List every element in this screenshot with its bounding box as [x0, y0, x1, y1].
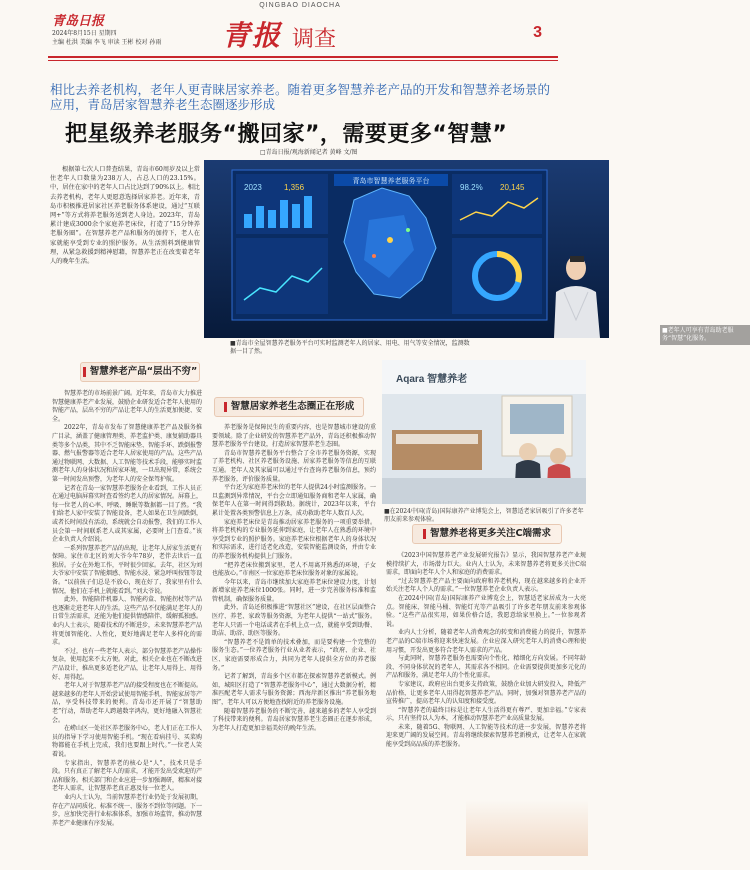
paragraph: 智慧养老的市场前景广阔。近年来，青岛市大力推进智慧健康养老产业发展，鼓励企业研发适合老年人使用的智能产品，层出不穷的产品让老年人的生活更加便捷、安全。: [52, 390, 203, 423]
paragraph: 今年以来，青岛市继续加大家庭养老床位建设力度，计划新增家庭养老床位1000张。同时，进一步完善服务标准和监管机制，确保服务质量。: [212, 578, 376, 603]
screen-stat: 20,145: [500, 183, 525, 192]
paragraph: 此外，智能陪伴机器人、智能药盒、智能拐杖等产品也逐渐走进老年人的生活。这些产品不仅能满足老年人的日常生活需求，还能为他们提供情感陪伴，缓解孤独感。业内人士表示，随着技术的不断进步，未来智慧养老产品将更加智能化、人性化，更好地满足老年人多样化的需求。: [52, 596, 203, 647]
paragraph: “智慧养老不是简单的技术叠加，而是要构建一个完整的服务生态。”一位养老服务行业从业者表示，“政府、企业、社区、家庭需要形成合力，共同为老年人提供全方位的养老服务。”: [212, 638, 376, 672]
main-photo-illustration: [204, 160, 609, 338]
staff-line: 主编 杜洪 美编 李飞 审读 王彬 校对 孙雨: [52, 39, 162, 46]
paragraph: 养老服务是保障民生的重要内容，也是智慧城市建设的重要领域。除了企业研发的智慧养老产品外，青岛还积极推动智慧养老服务平台建设，打造居家智慧养老生态圈。: [212, 424, 376, 449]
main-photo-caption-bottom: ■青岛市全屋智慧养老服务平台可实时监测老年人的居家、用电、用气等安全情况，监测数据一目了然。: [230, 340, 470, 355]
paragraph: 业内人士认为，当前智慧养老行业仍处于发展初期，存在产品同质化、标准不统一、服务不到位等问题。下一步，应加快完善行业标准体系，加强市场监管，推动智慧养老产业健康有序发展。: [52, 793, 203, 827]
expo-photo-illustration: [382, 360, 586, 504]
footer-decoration: [466, 800, 588, 856]
paragraph: 平台还为家庭养老床位的老年人提供24小时监测服务。一旦监测到异常情况，平台会立即通知服务商和老年人家属，确保老年人在第一时间得到救助。据统计，2023年以来，平台累计处置各类预警信息上万条，成功救助老年人数百人次。: [212, 484, 376, 517]
paragraph: 业内人士分析，随着老年人消费观念的转变和消费能力的提升，智慧养老产品的C端市场将迎来快速发展。企业应深入研究老年人的消费心理和使用习惯，开发出更多符合老年人需求的产品。: [386, 629, 586, 654]
section-head-text: 智慧居家养老生态圈正在形成: [230, 401, 355, 412]
section-head-products: [80, 362, 200, 382]
paragraph: 一系列智慧养老产品的出现，让老年人居家生活更有保障。家住市北区的刘大爷今年78岁，老伴去世后一直独居。子女在外地工作，平时很少回家。去年，社区为刘大爷家中安装了智能烟感、智能水浸、紧急呼叫按钮等设备。“以前孩子们总是不放心，现在好了，我家里有什么情况，他们在手机上就能看到。”刘大爷说。: [52, 544, 203, 595]
paragraph: 专家指出，智慧养老的核心是“人”，技术只是手段。只有真正了解老年人的需求，才能开发出受欢迎的产品和服务。相关部门和企业应进一步加强调研，精准对接老年人需求，让智慧养老真正惠及每一位老人。: [52, 759, 203, 793]
article-column-2: [212, 424, 376, 860]
section-head-text: 智慧养老将更多关注C端需求: [430, 528, 551, 539]
issue-date: 2024年8月15日 星期四: [52, 30, 117, 37]
paragraph: 与此同时，智慧养老服务也需要向个性化、精细化方向发展。不同年龄段、不同身体状况的老年人，其需求各不相同。企业需要提供更加多元化的产品和服务，满足老年人的个性化需求。: [386, 655, 586, 680]
article-byline: □青岛日报/观海新闻记者 黄峰 文/图: [260, 149, 358, 156]
main-photo-caption: ■老年人可享有青岛助老服务“智慧”化服务。: [660, 325, 750, 345]
paragraph: “把养老床位搬到家里，老人不用离开熟悉的环境，子女也能放心。”市南区一位家庭养老床位服务对象的家属说。: [212, 561, 376, 578]
section-logo: 青报: [222, 19, 283, 52]
section-marker: [224, 402, 227, 412]
paragraph: 青岛市智慧养老服务平台整合了全市养老服务资源，实现了养老机构、社区养老服务设施、居家养老服务等信息的互联互通。老年人及其家属可以通过平台查询养老服务信息，预约养老服务，评价服务质量。: [212, 449, 376, 483]
section-head-ecosystem: [214, 397, 364, 417]
masthead-rule-thin: [48, 60, 558, 61]
newspaper-logo: 青岛日报: [52, 14, 105, 29]
screen-title: 青岛市智慧养老服务平台: [352, 177, 430, 185]
paragraph: 记者了解到，青岛多个区市都在探索智慧养老新模式。例如，城阳区打造了“智慧养老服务中心”，通过大数据分析，精准匹配老年人需求与服务资源；西海岸新区推出“养老服务地图”，老年人可以方便地查找附近的养老服务设施。: [212, 673, 376, 706]
paragraph: 在2024中国(青岛)国际康养产业博览会上，智慧适老家居成为一大亮点。智能床、智能马桶、智能灯光等产品吸引了许多老年朋友前来参观体验。“这些产品很实用，如果价格合适，我愿意给家里换上。”一位参观者说。: [386, 594, 586, 628]
page-number: 3: [533, 24, 542, 41]
masthead-pinyin: QINGBAO DIAOCHA: [259, 2, 341, 9]
section-marker: [83, 367, 86, 377]
article-subtitle: 相比去养老机构，老年人更青睐居家养老。随着更多智慧养老产品的开发和智慧养老场景的应用，青岛居家智慧养老生态圈逐步形成: [50, 82, 551, 112]
paragraph: 记者在青岛一家智慧养老服务企业看到，工作人员正在通过电脑屏幕实时查看签约老人的居家情况。屏幕上，每一位老人的心率、呼吸、睡眠等数据都一目了然。“我们给老人家中安装了智能设备，老人如果在卫生间跌倒，或者长时间没有活动，系统就会自动报警，我们的工作人员会第一时间联系老人或其家属，必要时上门查看。”该企业负责人介绍说。: [52, 484, 203, 544]
article-column-1: [52, 390, 202, 860]
screen-stat: 98.2%: [460, 183, 483, 192]
masthead-rule: [48, 56, 558, 58]
lead-paragraph: 根据第七次人口普查结果，青岛市60周岁及以上常住老年人口数量为238万人，占总人口的23.15%。中，居住在家中的老年人口占比达到了90%以上。相比去养老机构，老年人更愿意选择居家养老。近年来，青岛市积极推进居家社区养老服务体系建设，通过“互联网+”等方式将养老服务送到老人身边。2023年，青岛累计建成3000余个家庭养老床位，打造了“15分钟养老服务圈”。在智慧养老产品和服务的加持下，老人在家就能享受到专业的照护服务。从生活照料到健康管理，从紧急救援到精神慰藉，智慧养老正在改变着老年人的晚年生活。: [50, 166, 200, 266]
expo-photo: [382, 360, 586, 504]
paragraph: 在崂山区一处社区养老服务中心，老人们正在工作人员的指导下学习使用智能手机。“现在看病挂号、买菜购物都能在手机上完成，我们也要跟上时代。”一位老人笑着说。: [52, 725, 203, 758]
paragraph: 2022年，青岛市发布了智慧健康养老产品及服务推广目录，涵盖了健康管理类、养老监护类、康复辅助器具类等多个品类，其中不乏智能床垫、智能手环、跌倒报警器、燃气报警器等适合老年人居家使用的产品。这些产品通过物联网、大数据、人工智能等技术手段，能够实时监测老年人的身体状况和居家环境，一旦出现异常，系统会第一时间发出预警，为老年人的安全保驾护航。: [52, 424, 203, 483]
paragraph: 家庭养老床位是青岛推动居家养老服务的一项重要举措。将养老机构的专业服务延伸到家庭，让老年人在熟悉的环境中享受到专业的照护服务。家庭养老床位根据老年人的身体状况和实际需求，进行适老化改造，安装智能监测设备，并由专业的养老服务机构提供上门服务。: [212, 518, 376, 560]
masthead: [0, 0, 600, 72]
paragraph: 此外，青岛还积极推进“智慧社区”建设，在社区层面整合医疗、养老、家政等服务资源，为老年人提供“一站式”服务。老年人只需一个电话或者在手机上点一点，就能享受到助餐、助洁、助浴、助医等服务。: [212, 604, 376, 638]
paragraph: “智慧养老的最终目标是让老年人生活得更有尊严、更加幸福。”专家表示，只有坚持以人为本，才能推动智慧养老产业高质量发展。: [386, 706, 586, 723]
paragraph: 随着智慧养老服务的不断完善，越来越多的老年人享受到了科技带来的便利。青岛居家智慧养老生态圈正在逐步形成，为老年人打造更加幸福美好的晚年生活。: [212, 707, 376, 732]
paragraph: 未来，随着5G、物联网、人工智能等技术的进一步发展，智慧养老将迎来更广阔的发展空间。青岛将继续探索智慧养老新模式，让老年人在家就能享受到高品质的养老服务。: [386, 723, 586, 749]
section-head-consumer: [412, 524, 562, 544]
main-photo: [204, 160, 734, 342]
paragraph: 专家建议，政府应出台更多支持政策，鼓励企业加大研发投入，降低产品价格，让更多老年人用得起智慧养老产品。同时，加强对智慧养老产品的宣传推广，提高老年人的认知度和接受度。: [386, 680, 586, 706]
booth-sign: Aqara 智慧养老: [396, 374, 468, 385]
section-head-text: 智慧养老产品“层出不穷”: [89, 366, 198, 377]
paragraph: “过去智慧养老产品主要面向政府和养老机构，现在越来越多的企业开始关注老年人个人的需求。”一位智慧养老企业负责人表示。: [386, 577, 586, 594]
paragraph: 《2023中国智慧养老产业发展研究报告》显示，我国智慧养老产业规模持续扩大，市场潜力巨大。业内人士认为，未来智慧养老将更多关注C端需求，即面向老年人个人和家庭的消费需求。: [386, 552, 586, 577]
section-name: 调查: [292, 27, 337, 52]
paragraph: 老年人对于智慧养老产品的接受程度也在不断提高。越来越多的老年人开始尝试使用智能手机、智能家居等产品，享受科技带来的便利。青岛市还开展了“智慧助老”行动，帮助老年人跨越数字鸿沟，更好地融入智慧社会。: [52, 682, 203, 724]
expo-photo-caption: ■在2024中国(青岛)国际康养产业博览会上，智慧适老家居吸引了许多老年朋友前来参观体验。: [384, 508, 584, 523]
screen-stat: 2023: [244, 183, 262, 192]
section-marker: [423, 529, 426, 539]
article-headline: 把星级养老服务“搬回家”，需要更多“智慧”: [65, 122, 508, 147]
screen-stat: 1,356: [284, 183, 305, 192]
paragraph: 不过，也有一些老年人表示，部分智慧养老产品操作复杂，使用起来不太方便。对此，相关企业也在不断改进产品设计，推出更多适老化产品，让老年人用得上、用得好、用得起。: [52, 647, 203, 681]
